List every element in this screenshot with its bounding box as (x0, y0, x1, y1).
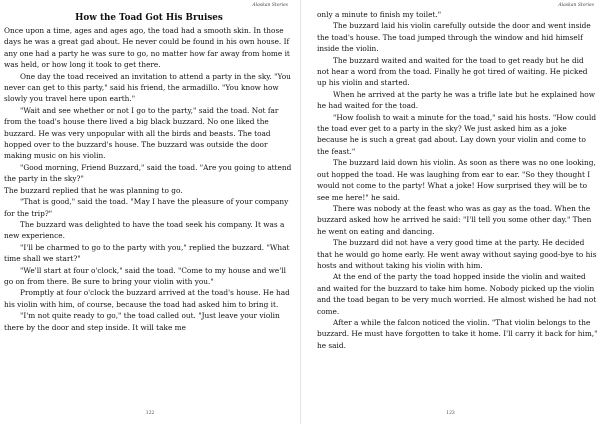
paragraph: The buzzard laid his violin carefully outside the door and went inside the toad's house. The toad jumped through the window and hid himself inside the violin. (317, 21, 591, 54)
paragraph: "Wait and see whether or not I go to the party," said the toad. Not far from the toad's house there lived a big black buzzard. No one liked the buzzard. He was very unpopular with all the birds and beasts. The toad hopped over to the buzzard's house. The buzzard was outside the door making music on his violin. (4, 105, 279, 161)
story-title: How the Toad Got His Bruises (75, 13, 223, 23)
paragraph: only a minute to finish my toilet." (317, 10, 442, 19)
paragraph: Promptly at four o'clock the buzzard arrived at the toad's house. He had his violin with him, of course, because the toad had asked him to bring it. (4, 288, 290, 309)
paragraph: There was nobody at the feast who was as gay as the toad. When the buzzard asked how he arrived he said: "I'll tell you some other day." Then he went on eating and dancing. (317, 203, 592, 236)
paragraph: After a while the falcon noticed the violin. "That violin belongs to the buzzard. He must have forgotten to take it home. I'll carry it back for him," he said. (317, 317, 598, 350)
running-head: Alaskan Stories (558, 3, 594, 8)
paragraph: The buzzard did not have a very good time at the party. He decided that he would go home early. He went away without saying good-bye to his hosts and without taking his violin with him. (317, 238, 597, 270)
paragraph: "That is good," said the toad. "May I have the pleasure of your company for the trip?" (4, 197, 289, 218)
page-number: 123 (446, 411, 455, 416)
paragraph: The buzzard laid down his violin. As soon as there was no one looking, out hopped the toad. He was laughing from ear to ear. "So they thought I would not come to the party! What a joke! How surprised they will be to see me here!" he said. (317, 158, 596, 202)
paragraph: The buzzard waited and waited for the toad to get ready but he did not hear a word from the toad. Finally he got tired of waiting. He picked up his violin and started. (317, 55, 588, 88)
paragraph: "We'll start at four o'clock," said the toad. "Come to my house and we'll go on from there. Be sure to bring your violin with you." (4, 265, 286, 286)
paragraph: "I'll be charmed to go to the party with you," replied the buzzard. "What time shall we start?" (4, 242, 290, 264)
paragraph: "Good morning, Friend Buzzard," said the toad. "Are you going to attend the party in the sky?" (4, 162, 292, 184)
paragraph: The buzzard was delighted to have the toad seek his company. It was a new experience. (4, 219, 285, 241)
paragraph: Once upon a time, ages and ages ago, the toad had a smooth skin. In those days he was a great gad about. He never could be found in his own house. If any one had a party he was sure to go, no matter how far away from home it was held, or how long it took to get there. (4, 26, 290, 70)
running-head: Alaskan Stories (252, 3, 288, 8)
paragraph: At the end of the party the toad hopped inside the violin and waited and waited for the buzzard to take him home. Nobody picked up the violin and the toad began to be very much worried. He almost wished he had not come. (317, 272, 597, 316)
right-page (300, 0, 600, 424)
paragraph: The buzzard replied that he was planning to go. (4, 185, 183, 195)
page-number: 122 (145, 411, 155, 416)
paragraph: When he arrived at the party he was a trifle late but he explained how he had waited for the toad. (317, 89, 596, 111)
paragraph: One day the toad received an invitation to attend a party in the sky. "You never can get to this party," said his friend, the armadillo. "You know how slowly you travel here upon earth." (4, 71, 291, 104)
paragraph: "I'm not quite ready to go," the toad called out. "Just leave your violin there by the door and step inside. It will take me (4, 311, 280, 332)
paragraph: "How foolish to wait a minute for the toad," said his hosts. "How could the toad ever get to a party in the sky? We just asked him as a joke because he is such a great gad about. Lay down your violin and come to the feast." (317, 112, 597, 156)
